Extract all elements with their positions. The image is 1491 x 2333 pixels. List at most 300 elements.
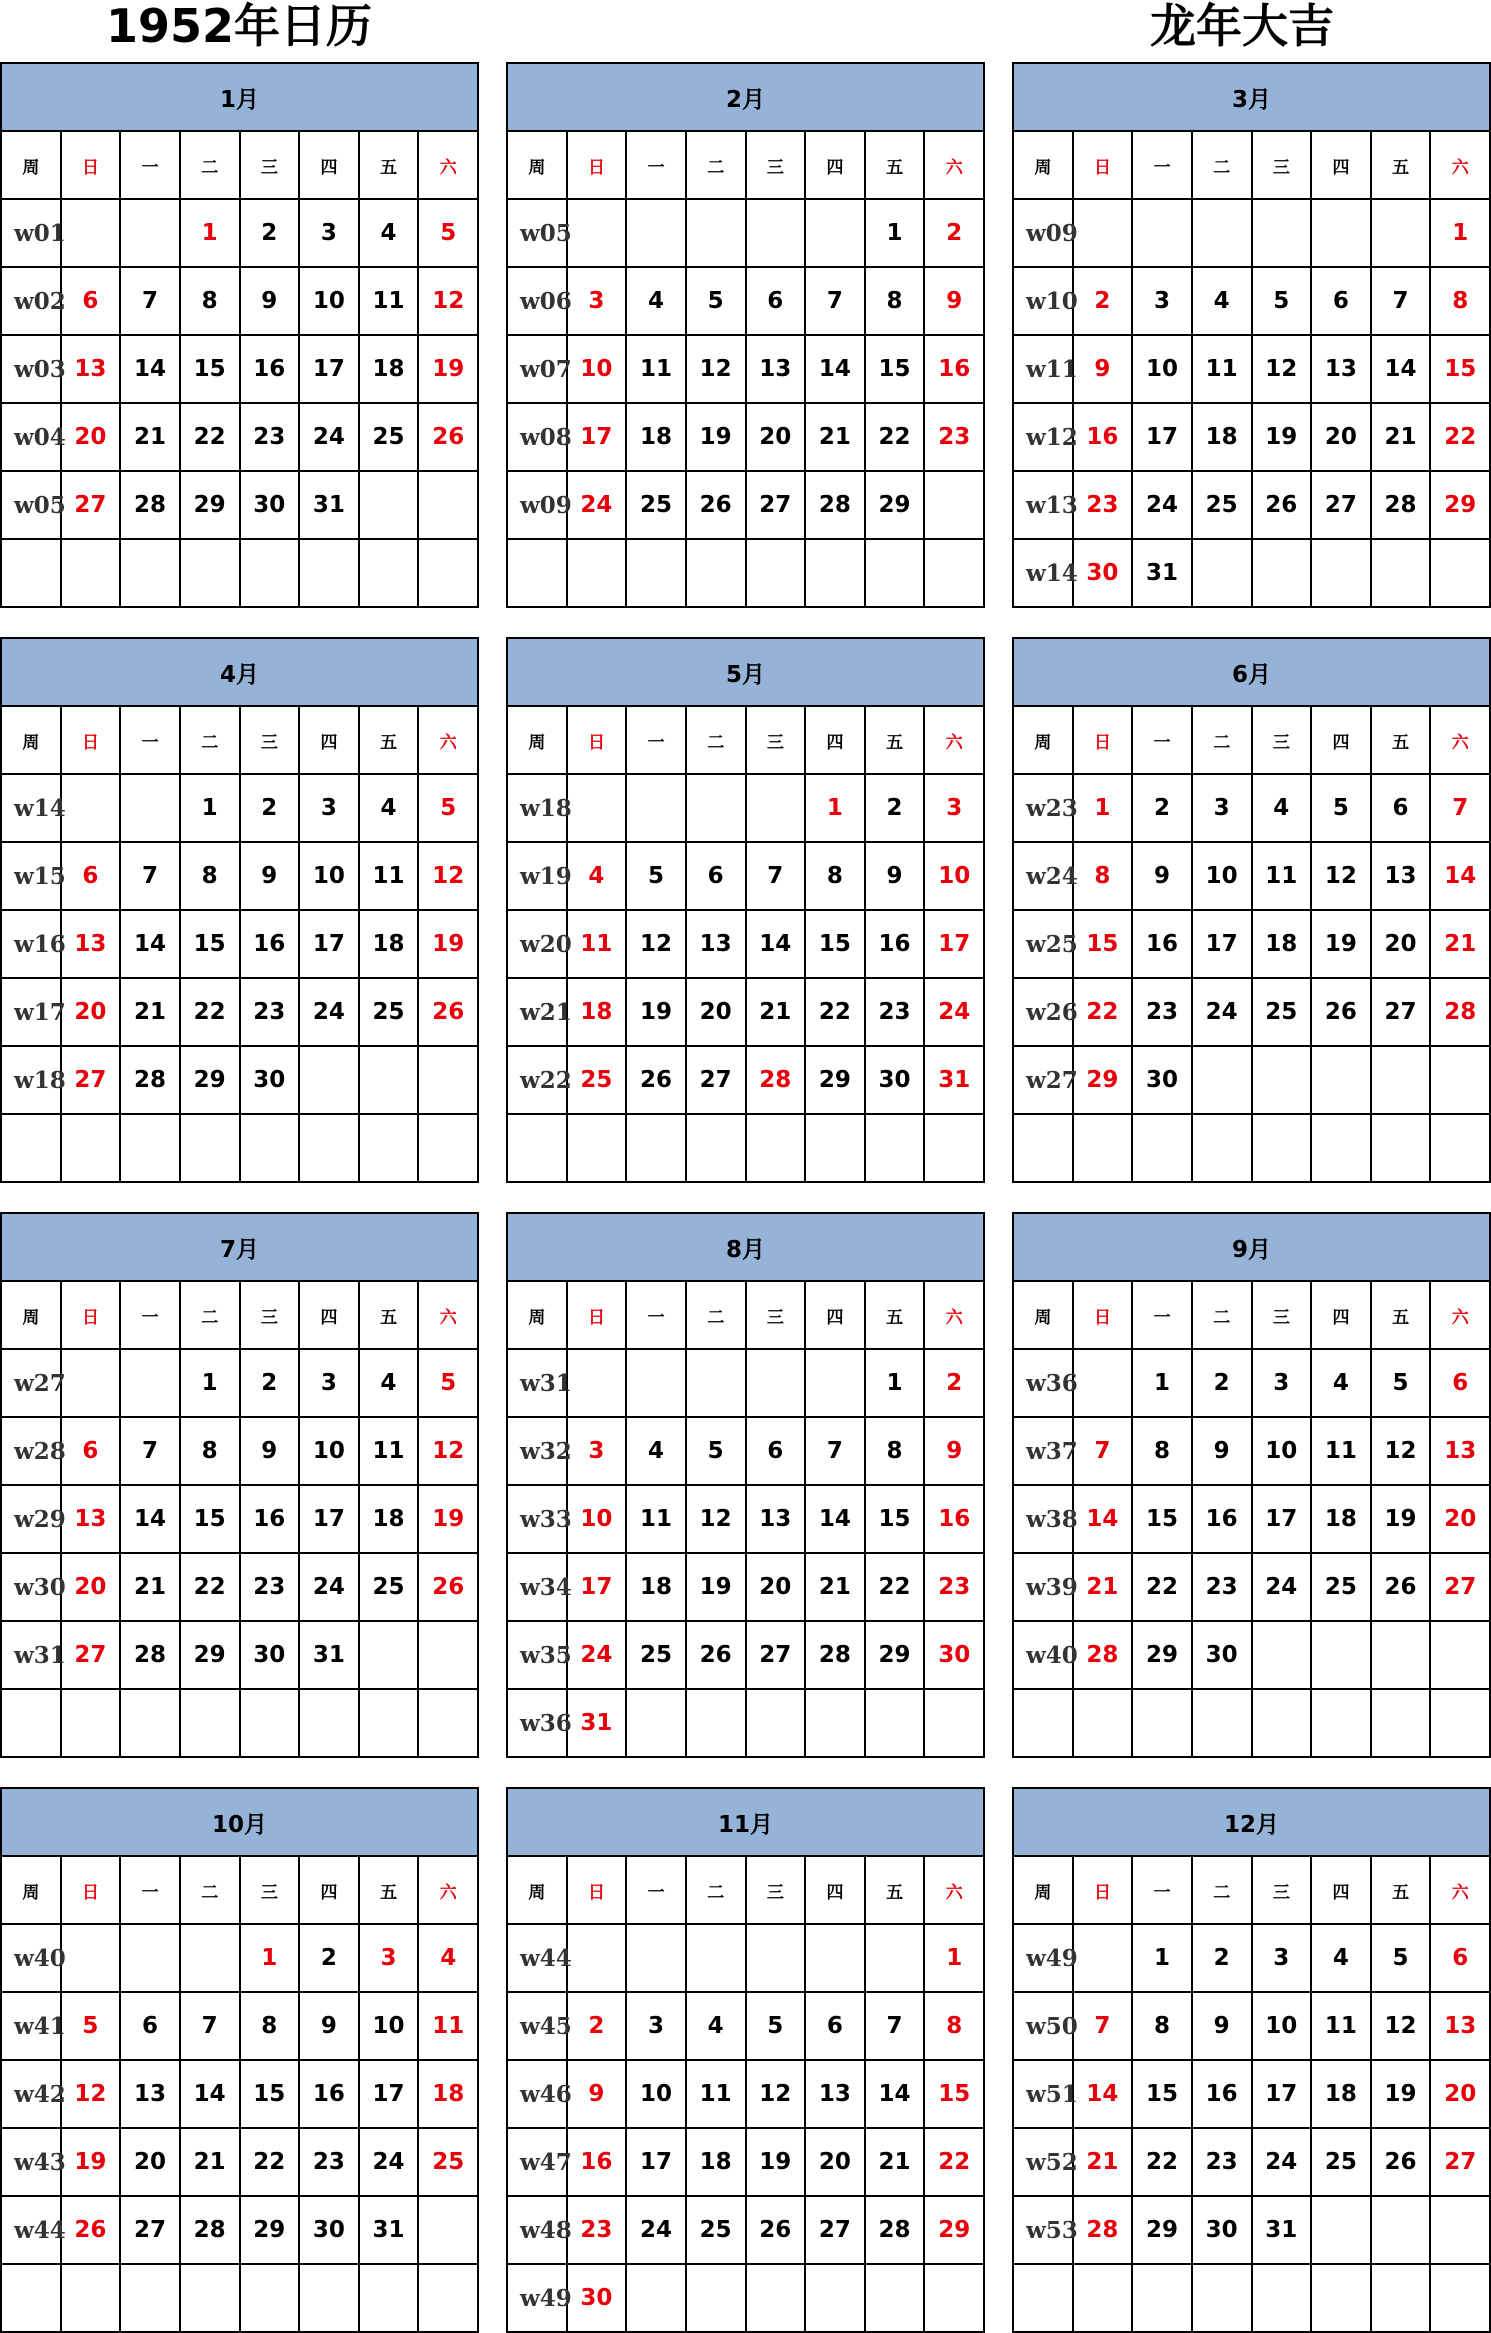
weekday-header: 五 [1371, 1856, 1431, 1924]
week-number: w07 [507, 335, 567, 403]
day-cell: 9 [567, 2060, 627, 2128]
day-cell: 9 [865, 842, 925, 910]
week-row [507, 774, 984, 842]
week-row [507, 842, 984, 910]
weekday-header: 三 [746, 1281, 806, 1349]
day-cell: 14 [180, 2060, 240, 2128]
week-number: w17 [1, 978, 61, 1046]
day-cell: 21 [805, 1553, 865, 1621]
day-cell: 12 [418, 1417, 478, 1485]
week-number: w14 [1013, 539, 1073, 607]
day-cell: 23 [1132, 978, 1192, 1046]
day-cell [865, 1114, 925, 1182]
day-cell: 2 [240, 774, 300, 842]
weekday-header: 二 [180, 1856, 240, 1924]
day-cell: 28 [805, 1621, 865, 1689]
weekday-header: 日 [61, 706, 121, 774]
day-cell: 15 [1132, 2060, 1192, 2128]
week-row [1, 774, 478, 842]
day-cell: 22 [180, 978, 240, 1046]
day-cell: 22 [805, 978, 865, 1046]
day-cell: 2 [1192, 1349, 1252, 1417]
day-cell [805, 2264, 865, 2332]
week-row [1, 267, 478, 335]
day-cell: 26 [1371, 2128, 1431, 2196]
day-cell: 4 [686, 1992, 746, 2060]
week-number: w51 [1013, 2060, 1073, 2128]
day-cell: 26 [746, 2196, 806, 2264]
day-cell: 31 [1252, 2196, 1312, 2264]
day-cell [805, 1114, 865, 1182]
week-number: w53 [1013, 2196, 1073, 2264]
day-cell: 14 [120, 910, 180, 978]
week-column-header: 周 [1, 1856, 61, 1924]
day-cell: 20 [61, 978, 121, 1046]
day-cell: 26 [418, 978, 478, 1046]
week-number: w41 [1, 1992, 61, 2060]
day-cell [1192, 1689, 1252, 1757]
week-row [1, 978, 478, 1046]
day-cell: 27 [805, 2196, 865, 2264]
day-cell: 18 [1252, 910, 1312, 978]
day-cell [240, 539, 300, 607]
week-row [1, 1485, 478, 1553]
day-cell: 11 [1311, 1417, 1371, 1485]
weekday-header: 日 [1073, 1281, 1133, 1349]
week-number: w38 [1013, 1485, 1073, 1553]
day-cell [120, 1114, 180, 1182]
day-cell: 20 [686, 978, 746, 1046]
weekday-header: 四 [1311, 1281, 1371, 1349]
day-cell [686, 539, 746, 607]
week-number: w37 [1013, 1417, 1073, 1485]
day-cell: 23 [1073, 471, 1133, 539]
day-cell [418, 1114, 478, 1182]
day-cell: 3 [359, 1924, 419, 1992]
day-cell: 25 [1311, 2128, 1371, 2196]
week-number: w02 [1, 267, 61, 335]
day-cell: 26 [418, 1553, 478, 1621]
day-cell: 10 [359, 1992, 419, 2060]
month-table [1012, 1787, 1491, 2333]
day-cell: 4 [567, 842, 627, 910]
day-cell: 10 [299, 842, 359, 910]
month-header: 8月 [507, 1213, 984, 1281]
weekday-header: 四 [805, 1281, 865, 1349]
day-cell: 27 [1311, 471, 1371, 539]
week-number: w08 [507, 403, 567, 471]
week-row [1, 335, 478, 403]
week-row [1013, 978, 1490, 1046]
day-cell [1371, 2196, 1431, 2264]
day-cell: 1 [180, 774, 240, 842]
day-cell [865, 539, 925, 607]
day-cell: 31 [1132, 539, 1192, 607]
week-number: w27 [1013, 1046, 1073, 1114]
day-cell: 13 [61, 1485, 121, 1553]
day-cell: 22 [1132, 1553, 1192, 1621]
day-cell: 26 [61, 2196, 121, 2264]
day-cell: 26 [1252, 471, 1312, 539]
day-cell: 12 [418, 842, 478, 910]
week-number: w16 [1, 910, 61, 978]
day-cell: 1 [865, 1349, 925, 1417]
day-cell [1371, 1689, 1431, 1757]
day-cell [924, 1114, 984, 1182]
day-cell: 31 [567, 1689, 627, 1757]
day-cell: 29 [180, 471, 240, 539]
day-cell: 9 [1132, 842, 1192, 910]
week-row [1, 1349, 478, 1417]
day-cell: 24 [299, 978, 359, 1046]
day-cell: 8 [865, 1417, 925, 1485]
day-cell: 7 [180, 1992, 240, 2060]
week-row [1, 1046, 478, 1114]
day-cell: 4 [626, 267, 686, 335]
week-number: w36 [507, 1689, 567, 1757]
day-cell: 24 [567, 1621, 627, 1689]
day-cell: 25 [1252, 978, 1312, 1046]
day-cell: 18 [626, 1553, 686, 1621]
day-cell: 29 [180, 1621, 240, 1689]
weekday-header: 二 [1192, 706, 1252, 774]
day-cell [1252, 1621, 1312, 1689]
day-cell: 10 [924, 842, 984, 910]
day-cell [686, 2264, 746, 2332]
day-cell [1073, 1114, 1133, 1182]
day-cell: 6 [746, 1417, 806, 1485]
day-cell: 27 [1430, 1553, 1490, 1621]
day-cell: 29 [1132, 2196, 1192, 2264]
day-cell [61, 1689, 121, 1757]
week-row [1013, 335, 1490, 403]
weekday-header: 三 [746, 706, 806, 774]
weekday-header: 三 [240, 706, 300, 774]
day-cell [567, 539, 627, 607]
day-cell: 11 [1311, 1992, 1371, 2060]
day-cell: 22 [180, 403, 240, 471]
day-cell: 24 [1252, 2128, 1312, 2196]
weekday-header: 一 [120, 706, 180, 774]
day-cell: 7 [1073, 1992, 1133, 2060]
week-number [1013, 2264, 1073, 2332]
day-cell: 29 [240, 2196, 300, 2264]
day-cell: 5 [1252, 267, 1312, 335]
day-cell: 28 [120, 471, 180, 539]
day-cell [120, 199, 180, 267]
week-column-header: 周 [1, 1281, 61, 1349]
day-cell [924, 471, 984, 539]
day-cell: 12 [686, 1485, 746, 1553]
weekday-header: 日 [567, 706, 627, 774]
day-cell: 3 [1252, 1924, 1312, 1992]
day-cell: 16 [240, 335, 300, 403]
week-row [507, 267, 984, 335]
day-cell: 23 [865, 978, 925, 1046]
day-cell: 25 [1311, 1553, 1371, 1621]
day-cell: 19 [686, 1553, 746, 1621]
day-cell [61, 2264, 121, 2332]
week-row [1013, 910, 1490, 978]
day-cell: 16 [1132, 910, 1192, 978]
day-cell: 15 [805, 910, 865, 978]
day-cell: 16 [1192, 1485, 1252, 1553]
day-cell: 23 [1192, 2128, 1252, 2196]
day-cell: 9 [1073, 335, 1133, 403]
week-row [1, 2128, 478, 2196]
weekday-header: 三 [1252, 1856, 1312, 1924]
day-cell: 17 [1132, 403, 1192, 471]
day-cell: 19 [61, 2128, 121, 2196]
day-cell: 15 [180, 1485, 240, 1553]
week-row [1, 1924, 478, 1992]
day-cell: 13 [1430, 1417, 1490, 1485]
week-row [507, 2196, 984, 2264]
day-cell [626, 1114, 686, 1182]
day-cell: 4 [359, 1349, 419, 1417]
day-cell [61, 1349, 121, 1417]
week-row [1, 1417, 478, 1485]
day-cell: 28 [1430, 978, 1490, 1046]
month-table [1012, 1212, 1491, 1758]
weekday-header: 一 [626, 706, 686, 774]
day-cell: 27 [61, 1046, 121, 1114]
day-cell [418, 1621, 478, 1689]
day-cell: 9 [924, 267, 984, 335]
day-cell [1311, 1114, 1371, 1182]
day-cell: 1 [805, 774, 865, 842]
day-cell: 30 [240, 1621, 300, 1689]
weekday-header: 三 [746, 1856, 806, 1924]
week-number: w49 [1013, 1924, 1073, 1992]
day-cell [1192, 2264, 1252, 2332]
weekday-header: 二 [686, 706, 746, 774]
day-cell [1371, 1046, 1431, 1114]
day-cell: 14 [746, 910, 806, 978]
weekday-header: 一 [120, 131, 180, 199]
week-row [1013, 267, 1490, 335]
day-cell: 6 [805, 1992, 865, 2060]
week-row [507, 1046, 984, 1114]
month-table [0, 1212, 479, 1758]
day-cell [1132, 1114, 1192, 1182]
day-cell [924, 1689, 984, 1757]
day-cell: 14 [805, 335, 865, 403]
day-cell: 24 [1252, 1553, 1312, 1621]
day-cell: 24 [924, 978, 984, 1046]
day-cell: 4 [1311, 1924, 1371, 1992]
day-cell [418, 2196, 478, 2264]
week-number: w13 [1013, 471, 1073, 539]
day-cell: 5 [626, 842, 686, 910]
day-cell: 23 [567, 2196, 627, 2264]
day-cell: 18 [359, 1485, 419, 1553]
day-cell [686, 1349, 746, 1417]
day-cell [1073, 1689, 1133, 1757]
weekday-header: 四 [1311, 706, 1371, 774]
day-cell: 26 [686, 471, 746, 539]
weekday-header: 六 [418, 706, 478, 774]
day-cell [1311, 1689, 1371, 1757]
day-cell: 17 [1192, 910, 1252, 978]
day-cell: 20 [61, 403, 121, 471]
day-cell: 11 [626, 335, 686, 403]
day-cell: 30 [865, 1046, 925, 1114]
day-cell: 11 [418, 1992, 478, 2060]
week-number: w46 [507, 2060, 567, 2128]
weekday-header: 二 [180, 1281, 240, 1349]
week-number: w28 [1, 1417, 61, 1485]
weekday-header: 三 [240, 1281, 300, 1349]
week-number: w27 [1, 1349, 61, 1417]
month-12 [1012, 1787, 1489, 2330]
week-row [507, 1417, 984, 1485]
week-number: w40 [1, 1924, 61, 1992]
day-cell [1311, 1046, 1371, 1114]
day-cell: 31 [924, 1046, 984, 1114]
day-cell [1252, 1046, 1312, 1114]
week-row [1, 1114, 478, 1182]
week-row [507, 1114, 984, 1182]
week-row [507, 471, 984, 539]
day-cell: 17 [567, 403, 627, 471]
week-number: w05 [507, 199, 567, 267]
day-cell: 21 [746, 978, 806, 1046]
weekday-header: 六 [418, 131, 478, 199]
day-cell: 11 [1192, 335, 1252, 403]
day-cell: 2 [924, 1349, 984, 1417]
week-number: w18 [507, 774, 567, 842]
day-cell [1073, 2264, 1133, 2332]
day-cell: 11 [686, 2060, 746, 2128]
day-cell: 19 [1371, 2060, 1431, 2128]
weekday-header: 日 [1073, 1856, 1133, 1924]
day-cell: 24 [1192, 978, 1252, 1046]
week-row [507, 1924, 984, 1992]
month-10 [0, 1787, 477, 2330]
day-cell: 16 [865, 910, 925, 978]
day-cell: 28 [1073, 2196, 1133, 2264]
day-cell [359, 471, 419, 539]
day-cell: 13 [686, 910, 746, 978]
day-cell: 6 [1311, 267, 1371, 335]
weekday-header: 四 [299, 1856, 359, 1924]
week-number: w24 [1013, 842, 1073, 910]
day-cell: 10 [299, 1417, 359, 1485]
day-cell [686, 1689, 746, 1757]
week-row [507, 1553, 984, 1621]
day-cell: 25 [359, 1553, 419, 1621]
weekday-header: 三 [746, 131, 806, 199]
day-cell: 11 [1252, 842, 1312, 910]
day-cell: 13 [61, 335, 121, 403]
day-cell: 25 [686, 2196, 746, 2264]
day-cell: 20 [1311, 403, 1371, 471]
day-cell: 12 [1371, 1417, 1431, 1485]
day-cell: 26 [686, 1621, 746, 1689]
weekday-header: 四 [1311, 131, 1371, 199]
day-cell [626, 199, 686, 267]
day-cell: 3 [299, 199, 359, 267]
day-cell [418, 471, 478, 539]
day-cell: 27 [1430, 2128, 1490, 2196]
weekday-header: 五 [865, 131, 925, 199]
day-cell: 22 [1132, 2128, 1192, 2196]
day-cell: 14 [1430, 842, 1490, 910]
day-cell: 1 [1073, 774, 1133, 842]
week-row [507, 2264, 984, 2332]
day-cell: 4 [626, 1417, 686, 1485]
day-cell [61, 539, 121, 607]
day-cell [626, 2264, 686, 2332]
day-cell: 13 [805, 2060, 865, 2128]
day-cell [626, 1689, 686, 1757]
month-table [506, 62, 985, 608]
week-number: w11 [1013, 335, 1073, 403]
day-cell: 29 [1073, 1046, 1133, 1114]
day-cell [1371, 2264, 1431, 2332]
day-cell [61, 1114, 121, 1182]
day-cell: 22 [1073, 978, 1133, 1046]
weekday-header: 一 [626, 1281, 686, 1349]
day-cell: 21 [1073, 2128, 1133, 2196]
day-cell [1430, 1689, 1490, 1757]
day-cell: 14 [1371, 335, 1431, 403]
weekday-header: 一 [120, 1281, 180, 1349]
day-cell: 8 [924, 1992, 984, 2060]
weekday-header: 一 [120, 1856, 180, 1924]
day-cell [626, 774, 686, 842]
week-row [507, 910, 984, 978]
day-cell: 30 [924, 1621, 984, 1689]
day-cell: 15 [1132, 1485, 1192, 1553]
day-cell [240, 1114, 300, 1182]
weekday-header: 一 [626, 131, 686, 199]
day-cell: 15 [1073, 910, 1133, 978]
day-cell: 18 [359, 910, 419, 978]
weekday-header: 六 [1430, 1856, 1490, 1924]
day-cell [180, 1114, 240, 1182]
day-cell: 30 [240, 471, 300, 539]
week-number [1013, 1114, 1073, 1182]
calendar-slogan: 龙年大吉 [1150, 0, 1334, 53]
day-cell: 10 [1192, 842, 1252, 910]
month-header: 4月 [1, 638, 478, 706]
day-cell [746, 774, 806, 842]
weekday-header: 六 [418, 1856, 478, 1924]
week-row [1, 539, 478, 607]
week-row [507, 199, 984, 267]
day-cell: 24 [299, 403, 359, 471]
day-cell: 15 [180, 335, 240, 403]
week-row [1, 1992, 478, 2060]
week-number: w31 [1, 1621, 61, 1689]
month-4 [0, 637, 477, 1180]
day-cell: 8 [1073, 842, 1133, 910]
day-cell: 3 [567, 1417, 627, 1485]
month-9 [1012, 1212, 1489, 1755]
month-table [506, 637, 985, 1183]
day-cell [686, 1114, 746, 1182]
week-number: w20 [507, 910, 567, 978]
day-cell: 17 [299, 335, 359, 403]
day-cell: 7 [1430, 774, 1490, 842]
day-cell: 21 [805, 403, 865, 471]
day-cell [1252, 539, 1312, 607]
day-cell: 3 [1252, 1349, 1312, 1417]
day-cell [120, 2264, 180, 2332]
day-cell [120, 1689, 180, 1757]
